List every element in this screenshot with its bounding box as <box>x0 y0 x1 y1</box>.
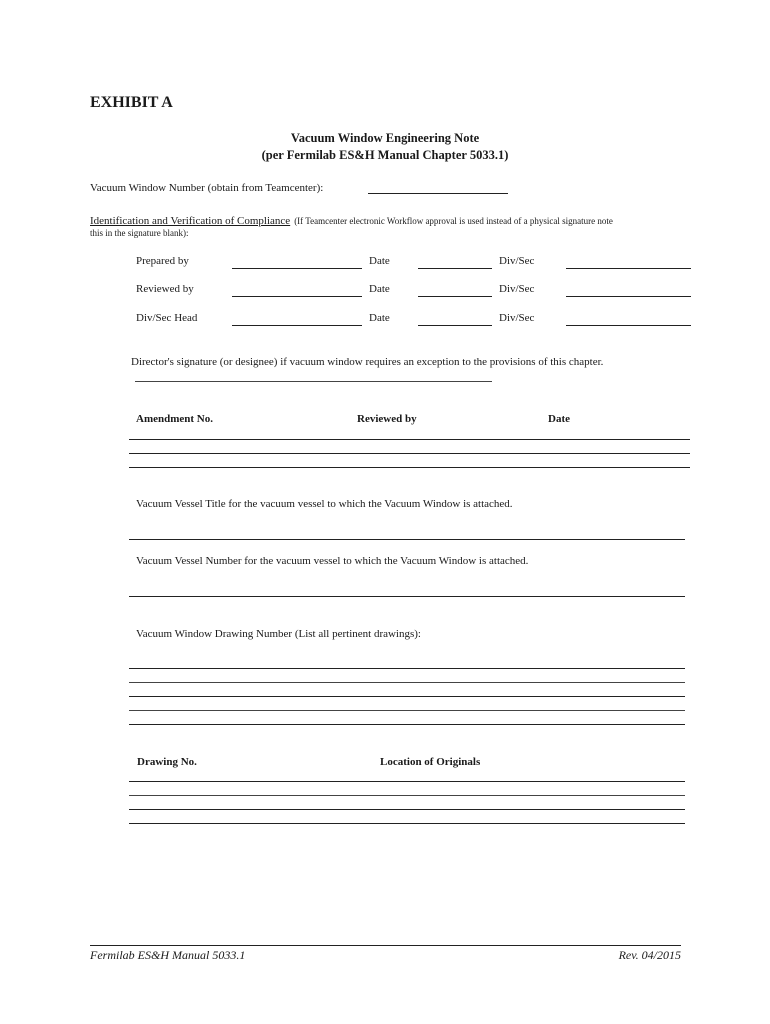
vessel-title-label: Vacuum Vessel Title for the vacuum vessel to which the Vacuum Window is attached. <box>136 498 513 510</box>
footer-right: Rev. 04/2015 <box>618 948 681 962</box>
divsec-field[interactable] <box>566 268 691 269</box>
signature-field[interactable] <box>232 268 362 269</box>
divsec-label: Div/Sec <box>499 312 535 324</box>
vessel-number-label: Vacuum Vessel Number for the vacuum vessel to which the Vacuum Window is attached. <box>136 555 529 567</box>
drawing-row-line[interactable] <box>129 795 685 796</box>
drawing-number-line[interactable] <box>129 682 685 683</box>
amendment-reviewed-header: Reviewed by <box>357 413 417 425</box>
date-label: Date <box>369 255 390 267</box>
exhibit-heading: EXHIBIT A <box>90 94 173 111</box>
signature-field[interactable] <box>232 325 362 326</box>
drawing-row-line[interactable] <box>129 781 685 782</box>
drawing-number-line[interactable] <box>129 696 685 697</box>
signature-role: Prepared by <box>136 255 189 267</box>
date-label: Date <box>369 312 390 324</box>
drawing-number-line[interactable] <box>129 724 685 725</box>
amendment-row-line[interactable] <box>129 467 690 468</box>
amendment-row-line[interactable] <box>129 453 690 454</box>
amendment-date-header: Date <box>548 413 570 425</box>
date-field[interactable] <box>418 268 492 269</box>
signature-role: Reviewed by <box>136 283 194 295</box>
signature-field[interactable] <box>232 296 362 297</box>
divsec-label: Div/Sec <box>499 255 535 267</box>
director-signature-label: Director's signature (or designee) if vacuum window requires an exception to the provisions of this chapter. <box>131 356 604 368</box>
amendment-no-header: Amendment No. <box>136 413 213 425</box>
drawing-row-line[interactable] <box>129 809 685 810</box>
identification-note-line2: this in the signature blank): <box>90 228 189 238</box>
page-subtitle: (per Fermilab ES&H Manual Chapter 5033.1) <box>261 148 509 162</box>
divsec-label: Div/Sec <box>499 283 535 295</box>
amendment-row-line[interactable] <box>129 439 690 440</box>
drawing-number-line[interactable] <box>129 710 685 711</box>
vessel-number-field[interactable] <box>129 596 685 597</box>
drawing-row-line[interactable] <box>129 823 685 824</box>
identification-note: (If Teamcenter electronic Workflow approval is used instead of a physical signature note <box>294 216 613 226</box>
date-field[interactable] <box>418 325 492 326</box>
identification-label: Identification and Verification of Compliance <box>90 215 291 227</box>
page-title: Vacuum Window Engineering Note <box>290 131 480 145</box>
date-label: Date <box>369 283 390 295</box>
date-field[interactable] <box>418 296 492 297</box>
drawing-number-line[interactable] <box>129 668 685 669</box>
footer-rule <box>90 945 681 946</box>
vessel-title-field[interactable] <box>129 539 685 540</box>
divsec-field[interactable] <box>566 296 691 297</box>
window-number-label: Vacuum Window Number (obtain from Teamcenter): <box>90 182 324 194</box>
director-signature-field[interactable] <box>135 381 492 382</box>
signature-role: Div/Sec Head <box>136 312 198 324</box>
drawing-number-label: Vacuum Window Drawing Number (List all pertinent drawings): <box>136 628 421 640</box>
location-originals-header: Location of Originals <box>380 756 481 768</box>
window-number-field[interactable] <box>368 193 508 194</box>
identification-block <box>90 211 613 229</box>
drawing-no-header: Drawing No. <box>137 756 197 768</box>
footer-left: Fermilab ES&H Manual 5033.1 <box>90 948 246 962</box>
divsec-field[interactable] <box>566 325 691 326</box>
